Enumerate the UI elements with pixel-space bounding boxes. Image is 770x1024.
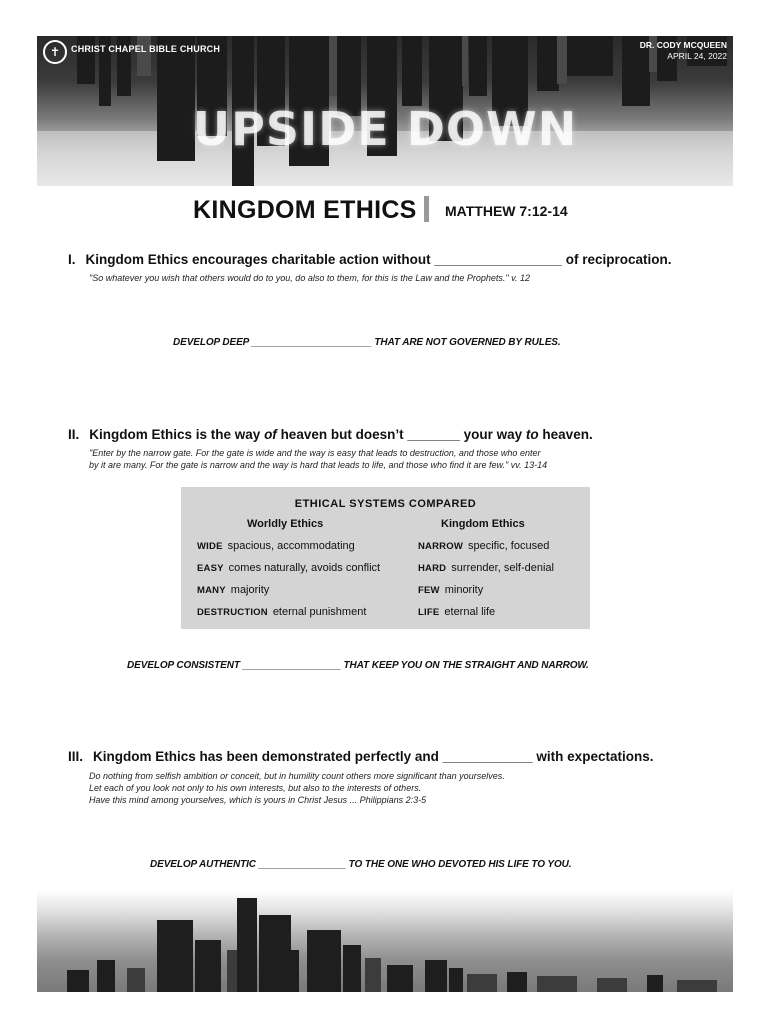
cell-value: surrender, self-denial xyxy=(451,562,554,574)
verse-line: Have this mind among yourselves, which is yours in Christ Jesus ... Philippians 2:3-5 xyxy=(89,795,427,805)
table-cell-left xyxy=(197,606,366,618)
scripture-reference: MATTHEW 7:12-14 xyxy=(445,203,568,219)
table-cell-right xyxy=(418,606,495,618)
cell-key: EASY xyxy=(197,563,224,574)
point-2-develop-prompt: DEVELOP CONSISTENT __________________ THAT KEEP YOU ON THE STRAIGHT AND NARROW. xyxy=(127,660,589,671)
church-logo-icon: ✝ xyxy=(43,40,67,64)
speaker-block xyxy=(640,40,727,62)
cell-key: NARROW xyxy=(418,541,463,552)
header-banner xyxy=(37,36,733,186)
point-2-text-pre: Kingdom Ethics is the way xyxy=(89,427,265,442)
title-divider xyxy=(424,196,429,222)
verse-line: "Enter by the narrow gate. For the gate is wide and the way is easy that leads to destruction, and those who enter xyxy=(89,448,541,458)
cell-key: FEW xyxy=(418,585,440,596)
point-3-text: Kingdom Ethics has been demonstrated perfectly and ____________ with expectations. xyxy=(93,749,654,764)
footer-skyline xyxy=(37,890,733,992)
point-2-emphasis-to: to xyxy=(525,427,539,442)
church-name: CHRIST CHAPEL BIBLE CHURCH xyxy=(71,44,221,54)
point-3-numeral: III. xyxy=(68,749,84,764)
point-2-text-mid: heaven but doesn’t _______ your way xyxy=(276,427,526,442)
series-title: UPSIDE DOWN xyxy=(192,102,578,156)
cell-value: eternal punishment xyxy=(272,606,367,618)
table-caption: ETHICAL SYSTEMS COMPARED xyxy=(294,498,477,510)
point-3-verse xyxy=(89,770,505,806)
point-2-verse xyxy=(89,447,547,471)
table-cell-left xyxy=(197,540,355,552)
point-2-heading xyxy=(68,427,593,442)
point-1-develop-prompt: DEVELOP DEEP ______________________ THAT ARE NOT GOVERNED BY RULES. xyxy=(173,337,561,348)
column-header-kingdom: Kingdom Ethics xyxy=(441,518,525,530)
table-cell-left xyxy=(197,562,380,574)
speaker-name: DR. CODY MCQUEEN xyxy=(639,40,727,50)
table-cell-right xyxy=(418,584,483,596)
point-1-text: Kingdom Ethics encourages charitable action without _________________ of reciprocation. xyxy=(85,252,672,267)
cell-value: spacious, accommodating xyxy=(227,540,355,552)
table-cell-right xyxy=(418,540,549,552)
skyline-image xyxy=(37,890,733,992)
ethical-systems-table xyxy=(181,487,590,629)
cell-key: HARD xyxy=(418,563,447,574)
point-2-emphasis-of: of xyxy=(264,427,277,442)
cell-key: DESTRUCTION xyxy=(197,607,268,618)
point-3-heading xyxy=(68,749,653,764)
cell-key: WIDE xyxy=(197,541,223,552)
sermon-date: APRIL 24, 2022 xyxy=(667,51,727,61)
point-2-numeral: II. xyxy=(68,427,80,442)
verse-line: "So whatever you wish that others would do to you, do also to them, for this is the Law and the Prophets." v. 12 xyxy=(89,273,530,283)
table-cell-left xyxy=(197,584,269,596)
point-1-numeral: I. xyxy=(68,252,76,267)
column-header-worldly: Worldly Ethics xyxy=(247,518,324,530)
point-1-verse xyxy=(89,272,530,284)
cell-value: eternal life xyxy=(444,606,496,618)
point-3-develop-prompt: DEVELOP AUTHENTIC ________________ TO THE ONE WHO DEVOTED HIS LIFE TO YOU. xyxy=(150,859,572,870)
point-1-heading xyxy=(68,252,671,267)
cell-value: specific, focused xyxy=(468,540,550,552)
verse-line: Do nothing from selfish ambition or conceit, but in humility count others more significant than yourselves. xyxy=(89,771,505,781)
sermon-title: KINGDOM ETHICS xyxy=(193,196,417,224)
verse-line: Let each of you look not only to his own interests, but also to the interests of others. xyxy=(89,783,422,793)
table-cell-right xyxy=(418,562,554,574)
cell-value: minority xyxy=(444,584,484,596)
cell-key: LIFE xyxy=(418,607,440,618)
cell-value: comes naturally, avoids conflict xyxy=(228,562,381,574)
cell-key: MANY xyxy=(197,585,226,596)
cell-value: majority xyxy=(230,584,270,596)
point-2-text-post: heaven. xyxy=(538,427,593,442)
verse-line: by it are many. For the gate is narrow and the way is hard that leads to life, and those who find it are few." vv. 13-14 xyxy=(89,460,548,470)
